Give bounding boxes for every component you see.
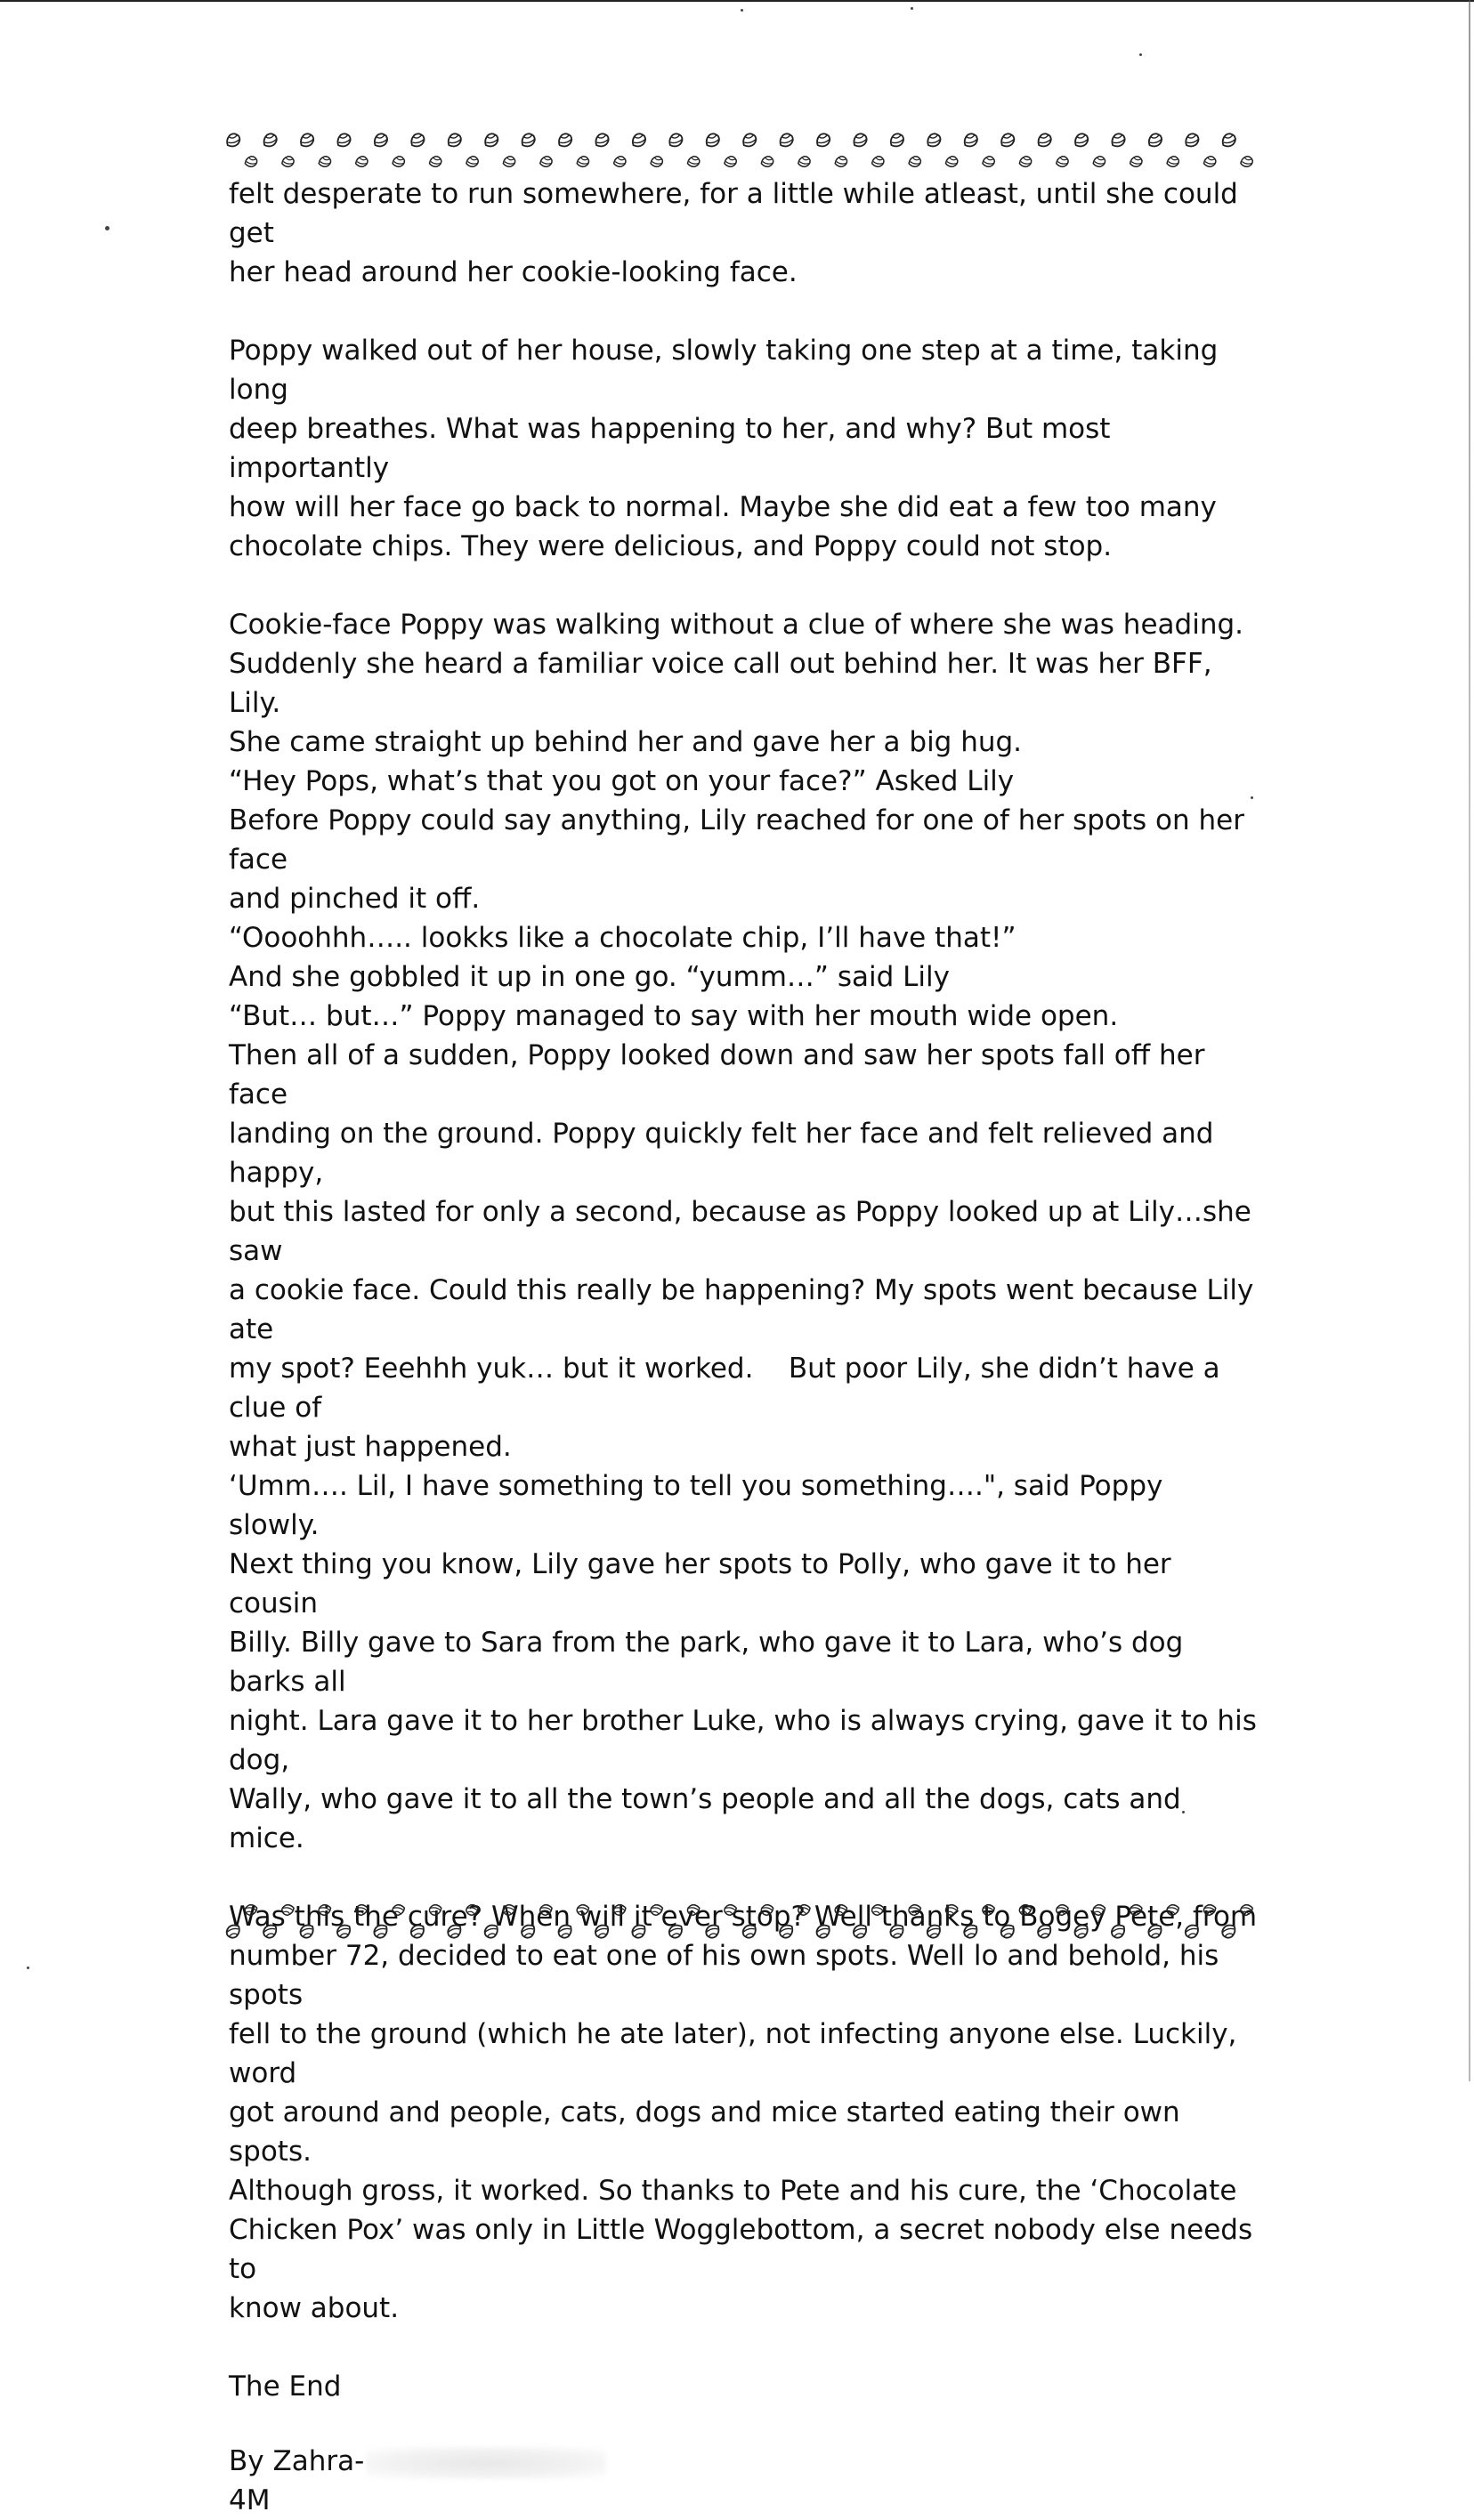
redacted-surname xyxy=(366,2447,606,2479)
candy-corn-icon xyxy=(1166,155,1179,168)
story-line: “Hey Pops, what’s that you got on your face?” Asked Lily xyxy=(229,765,1015,797)
scan-right-edge xyxy=(1469,0,1470,2081)
candy-corn-icon xyxy=(373,1925,388,1939)
author-name: By Zahra- xyxy=(229,2445,365,2477)
candy-corn-icon xyxy=(835,155,848,168)
candy-corn-icon xyxy=(521,1925,536,1939)
candy-corn-icon xyxy=(1111,1925,1126,1939)
candy-corn-icon xyxy=(1019,155,1033,168)
candy-corn-icon xyxy=(613,155,627,168)
candy-corn-icon xyxy=(336,133,352,147)
scan-top-edge xyxy=(0,0,1474,2)
candy-corn-icon xyxy=(483,1925,498,1939)
candy-corn-icon xyxy=(927,1925,942,1939)
candy-corn-icon xyxy=(687,155,701,168)
candy-corn-icon xyxy=(336,1925,352,1939)
candy-corn-icon xyxy=(650,155,663,168)
story-line: felt desperate to run somewhere, for a little while atleast, until she could get xyxy=(229,178,1247,249)
candy-corn-icon xyxy=(724,155,737,168)
candy-corn-icon xyxy=(245,155,258,168)
candy-corn-icon xyxy=(300,133,315,147)
candy-corn-icon xyxy=(502,1903,515,1917)
candy-corn-icon xyxy=(447,1925,462,1939)
candy-corn-border-bottom xyxy=(224,1890,1264,1943)
candy-corn-icon xyxy=(705,133,720,147)
candy-corn-icon xyxy=(1073,1925,1089,1939)
candy-corn-icon xyxy=(281,1903,295,1917)
story-paragraph xyxy=(229,174,1261,292)
candy-corn-icon xyxy=(963,1925,978,1939)
story-line: ‘Umm…. Lil, I have something to tell you something….", said Poppy slowly. xyxy=(229,1470,1172,1541)
candy-corn-icon xyxy=(612,1903,626,1917)
candy-corn-icon xyxy=(355,155,368,168)
story-line: Before Poppy could say anything, Lily reached for one of her spots on her face xyxy=(229,804,1253,876)
scan-speck xyxy=(911,7,913,10)
candy-corn-icon xyxy=(466,155,479,168)
candy-corn-icon xyxy=(318,1903,331,1917)
candy-corn-icon xyxy=(595,133,610,147)
candy-corn-icon xyxy=(1221,133,1236,147)
candy-corn-icon xyxy=(1203,1903,1216,1917)
story-line: number 72, decided to eat one of his own spots. Well lo and behold, his spots xyxy=(229,1940,1228,2011)
story-line: chocolate chips. They were delicious, and Poppy could not stop. xyxy=(229,530,1113,562)
candy-corn-icon xyxy=(503,155,516,168)
candy-corn-icon xyxy=(631,133,646,147)
candy-corn-icon xyxy=(1240,1903,1253,1917)
story-line: my spot? Eeehhh yuk… but it worked. But poor Lily, she didn’t have a clue of xyxy=(229,1353,1229,1424)
byline xyxy=(229,2442,1261,2481)
story-line: and pinched it off. xyxy=(229,883,481,915)
story-line: Chicken Pox’ was only in Little Wogglebottom, a secret nobody else needs to xyxy=(229,2214,1261,2285)
candy-corn-icon xyxy=(779,1925,794,1939)
story-line: know about. xyxy=(229,2292,400,2324)
candy-corn-icon xyxy=(595,1925,610,1939)
candy-corn-icon xyxy=(263,1925,278,1939)
candy-corn-icon xyxy=(760,1903,773,1917)
candy-corn-icon xyxy=(576,1903,589,1917)
candy-corn-icon xyxy=(798,155,811,168)
story-line: Then all of a sudden, Poppy looked down and saw her spots fall off her face xyxy=(229,1039,1214,1111)
candy-corn-icon xyxy=(466,1903,479,1917)
candy-corn-icon xyxy=(1056,1903,1069,1917)
story-line: Poppy walked out of her house, slowly taking one step at a time, taking long xyxy=(229,335,1227,406)
story-text xyxy=(229,174,1266,2520)
candy-corn-border-top xyxy=(224,125,1264,178)
candy-corn-icon xyxy=(631,1925,646,1939)
candy-corn-icon xyxy=(927,133,942,147)
candy-corn-icon xyxy=(982,1903,995,1917)
candy-corn-icon xyxy=(557,1925,572,1939)
class-code: 4M xyxy=(229,2484,271,2516)
candy-corn-icon xyxy=(815,1925,830,1939)
candy-corn-icon xyxy=(889,133,904,147)
candy-corn-icon xyxy=(1056,155,1069,168)
story-line: Suddenly she heard a familiar voice call out behind her. It was her BFF, Lily. xyxy=(229,648,1221,719)
story-line: Was this the cure? When will it ever stop? Well thanks to Bogey Pete, from xyxy=(229,1901,1258,1933)
candy-corn-icon xyxy=(539,155,553,168)
candy-corn-icon xyxy=(889,1925,904,1939)
candy-corn-icon xyxy=(741,1925,757,1939)
candy-corn-icon xyxy=(650,1903,663,1917)
candy-corn-icon xyxy=(1185,133,1200,147)
candy-corn-icon xyxy=(944,1903,958,1917)
candy-corn-icon xyxy=(410,133,425,147)
story-line: fell to the ground (which he ate later), not infecting anyone else. Luckily, word xyxy=(229,2018,1246,2089)
candy-corn-icon xyxy=(521,133,536,147)
story-paragraph xyxy=(229,605,1266,1858)
candy-corn-icon xyxy=(1185,1925,1200,1939)
candy-corn-icon xyxy=(1129,1903,1142,1917)
story-line: but this lasted for only a second, because as Poppy looked up at Lily…she saw xyxy=(229,1196,1260,1267)
candy-corn-icon xyxy=(1147,133,1162,147)
candy-corn-icon xyxy=(392,1903,405,1917)
story-line: got around and people, cats, dogs and mice started eating their own spots. xyxy=(229,2096,1189,2168)
candy-corn-icon xyxy=(373,133,388,147)
story-line: “But… but…” Poppy managed to say with her mouth wide open. xyxy=(229,1000,1119,1032)
story-line: Cookie-face Poppy was walking without a clue of where she was heading. xyxy=(229,609,1243,641)
candy-corn-icon xyxy=(244,1903,257,1917)
candy-corn-icon xyxy=(798,1903,811,1917)
story-paragraph xyxy=(229,331,1261,566)
candy-corn-icon xyxy=(577,155,590,168)
candy-corn-icon xyxy=(908,1903,921,1917)
candy-corn-icon xyxy=(1018,1903,1032,1917)
candy-corn-icon xyxy=(705,1925,720,1939)
story-paragraph xyxy=(229,1897,1261,2328)
candy-corn-icon xyxy=(281,155,295,168)
story-line: how will her face go back to normal. Maybe she did eat a few too many xyxy=(229,491,1217,523)
candy-corn-icon xyxy=(945,155,959,168)
candy-corn-icon xyxy=(1074,133,1089,147)
story-line: Billy. Billy gave to Sara from the park, who gave it to Lara, who’s dog barks all xyxy=(229,1627,1193,1698)
scan-speck xyxy=(741,9,743,12)
story-line: landing on the ground. Poppy quickly felt her face and felt relieved and happy, xyxy=(229,1118,1223,1189)
candy-corn-icon xyxy=(853,133,868,147)
candy-corn-icon xyxy=(354,1903,368,1917)
candy-corn-icon xyxy=(484,133,499,147)
candy-corn-icon xyxy=(1037,133,1052,147)
story-line: “Oooohhh….. lookks like a chocolate chip, I’ll have that!” xyxy=(229,922,1016,954)
candy-corn-icon xyxy=(816,133,831,147)
candy-corn-icon xyxy=(1240,155,1253,168)
candy-corn-icon xyxy=(1000,1925,1015,1939)
candy-corn-icon xyxy=(853,1925,868,1939)
candy-corn-icon xyxy=(429,155,442,168)
story-line: a cookie face. Could this really be happening? My spots went because Lily ate xyxy=(229,1274,1263,1345)
candy-corn-icon xyxy=(558,133,573,147)
candy-corn-icon xyxy=(982,155,995,168)
story-line: Wally, who gave it to all the town’s people and all the dogs, cats and mice. xyxy=(229,1783,1190,1854)
story-line: deep breathes. What was happening to her, and why? But most importantly xyxy=(229,413,1120,484)
candy-corn-icon xyxy=(871,1903,884,1917)
story-line: her head around her cookie-looking face. xyxy=(229,256,798,288)
story-line: what just happened. xyxy=(229,1431,512,1463)
the-end-label: The End xyxy=(229,2371,342,2403)
candy-corn-icon xyxy=(908,155,921,168)
story-line: night. Lara gave it to her brother Luke, who is always crying, gave it to his dog, xyxy=(229,1705,1266,1776)
candy-corn-icon xyxy=(1166,1903,1179,1917)
candy-corn-icon xyxy=(871,155,885,168)
story-line: Next thing you know, Lily gave her spots to Polly, who gave it to her cousin xyxy=(229,1548,1180,1619)
candy-corn-icon xyxy=(779,133,794,147)
candy-corn-icon xyxy=(319,155,332,168)
story-line: She came straight up behind her and gave her a big hug. xyxy=(229,726,1023,758)
candy-corn-icon xyxy=(1147,1925,1162,1939)
candy-corn-icon xyxy=(1092,1903,1106,1917)
candy-corn-icon xyxy=(742,133,757,147)
candy-corn-icon xyxy=(1203,155,1217,168)
candy-corn-icon xyxy=(668,133,684,147)
candy-corn-icon xyxy=(447,133,462,147)
candy-corn-icon xyxy=(224,1890,1264,1943)
story-line: And she gobbled it up in one go. “yumm…” said Lily xyxy=(229,961,950,993)
candy-corn-icon xyxy=(686,1903,700,1917)
candy-corn-icon xyxy=(668,1925,684,1939)
candy-corn-icon xyxy=(392,155,405,168)
candy-corn-icon xyxy=(263,133,278,147)
scan-speck xyxy=(105,226,109,230)
candy-corn-icon xyxy=(1037,1925,1052,1939)
candy-corn-icon xyxy=(724,1903,737,1917)
candy-corn-icon xyxy=(410,1925,425,1939)
candy-corn-icon xyxy=(428,1903,441,1917)
candy-corn-icon xyxy=(1221,1925,1236,1939)
candy-corn-icon xyxy=(1130,155,1143,168)
candy-corn-icon xyxy=(761,155,774,168)
candy-corn-icon xyxy=(963,133,978,147)
candy-corn-icon xyxy=(225,1925,240,1939)
candy-corn-icon xyxy=(834,1903,847,1917)
candy-corn-icon xyxy=(226,133,241,147)
candy-corn-icon xyxy=(299,1925,314,1939)
candy-corn-icon xyxy=(539,1903,553,1917)
scan-speck xyxy=(1139,53,1142,56)
candy-corn-icon xyxy=(1111,133,1126,147)
candy-corn-icon xyxy=(1000,133,1016,147)
candy-corn-icon xyxy=(224,125,1264,178)
candy-corn-icon xyxy=(1093,155,1106,168)
scan-speck xyxy=(27,1967,29,1969)
story-line: Although gross, it worked. So thanks to Pete and his cure, the ‘Chocolate xyxy=(229,2175,1237,2207)
